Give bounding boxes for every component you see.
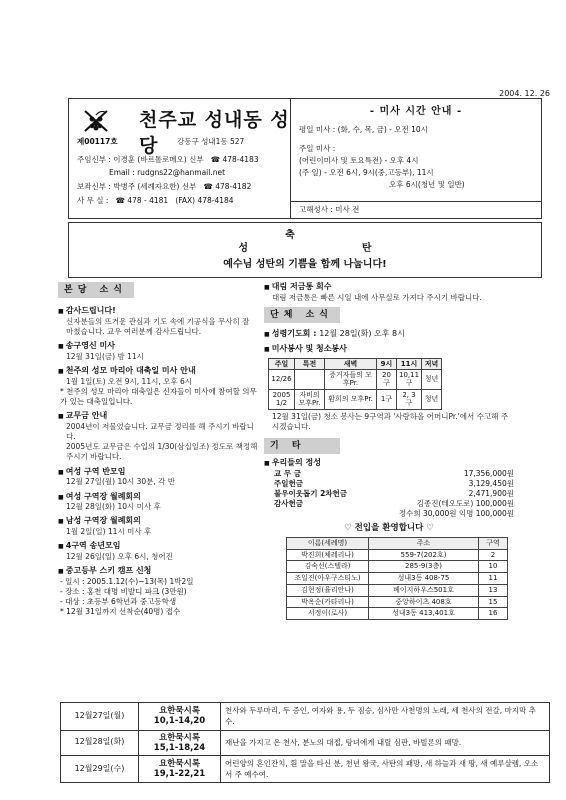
table-header: 주일 — [269, 358, 295, 369]
news-note-mary-solemnity: * 천주의 성모 마리아 대축일은 신자들이 미사에 참여할 의무가 있는 대축일입니다. — [60, 387, 257, 407]
news-title-thanks: ■ 감사드립니다! — [58, 306, 258, 317]
table-row — [269, 370, 442, 390]
reading-book: 요한묵시록 — [158, 706, 201, 717]
news-body-men-leaders: 1월 2일(일) 11시 미사 후 — [66, 527, 152, 537]
news-title-district4-party: ■ 4구역 송년모임 — [58, 541, 258, 552]
table-header: 11시 — [397, 358, 422, 369]
table-header: 구역 — [479, 537, 508, 549]
news-title-women-meeting: ■ 여성 구역 반모임 — [58, 467, 258, 478]
news-body-thanks: 신자분들의 뜨거운 관심과 기도 속에 기공식을 무사히 잘 마쳤습니다. 교우 여러분께 감사드립니다. — [66, 316, 250, 337]
offering-row-tithe — [264, 469, 514, 479]
table-cell: 베이지하우스501호 — [369, 584, 479, 596]
table-cell: 1구 — [377, 389, 397, 409]
table-row — [287, 584, 508, 596]
table-header-row — [269, 358, 442, 369]
table-cell: 자비의 모후Pr. — [295, 389, 325, 409]
table-cell: 조일진(아우구스티노) — [287, 573, 369, 585]
table-cell: 2, 3구 — [397, 389, 422, 409]
grape-cross-logo-icon — [81, 107, 111, 135]
news-title-women-leaders: ■ 여성 구역장 월례회의 — [58, 492, 258, 503]
table-cell: 환희의 모후Pr. — [325, 389, 377, 409]
confession-info: 고해성사 : 미사 전 — [291, 201, 541, 218]
ski-camp-place: - 장소 : 홍천 대명 비발디 파크 (3만원) — [60, 587, 187, 597]
issue-number: 제00117호 — [77, 137, 118, 146]
reading-ref — [139, 703, 221, 731]
pastor-tel: ☎ 478-4183 — [210, 155, 259, 164]
sunday-mass-2: 오후 6시(청년 및 일반) — [389, 180, 465, 189]
table-header: 이름(세례명) — [287, 537, 369, 549]
table-cell — [295, 370, 325, 390]
offering-row-sunday — [264, 479, 514, 489]
table-cell: 성내3동 413,401호 — [369, 608, 479, 620]
table-row — [287, 596, 508, 608]
news-title-advent-bank: ■ 대림 저금통 회수 — [264, 282, 514, 293]
service-schedule-table — [268, 358, 442, 410]
reading-chapters: 19,1-22,21 — [153, 769, 206, 780]
welcome-title: ♡ 전입을 환영합니다 ♡ — [344, 523, 434, 534]
banner-word-2: 탄 — [361, 243, 372, 254]
table-cell: 중앙하이츠 408호 — [369, 596, 479, 608]
table-cell: 16 — [479, 608, 508, 620]
reading-ref — [139, 730, 221, 755]
banner-word-1: 성 — [238, 243, 249, 254]
masthead — [68, 98, 542, 219]
table-cell: 청년 — [422, 389, 442, 409]
table-cell: 12/26 — [269, 370, 295, 390]
parish-address: 강동구 성내1동 527 — [177, 137, 245, 146]
email-row[interactable]: Email : rudgns22@hanmail.net — [109, 168, 226, 177]
offering-row-charity — [264, 489, 514, 499]
issue-date: 2004. 12. 26 — [499, 89, 550, 98]
reading-date: 12월29일(수) — [61, 755, 139, 783]
reading-summary: 재난을 가지고 온 천사, 분노의 대접, 탕녀에게 내릴 심판, 바빌론의 패망. — [221, 730, 550, 755]
table-row — [61, 755, 550, 783]
section-header-groups: 단체 소식 — [264, 307, 340, 323]
table-row — [287, 561, 508, 573]
table-cell: 15 — [479, 596, 508, 608]
cleaning-note: 12월 31일(금) 청소 봉사는 9구역과 '사랑하올 어머니Pr.'에서 수고해 주시겠습니다. — [272, 411, 508, 431]
welcome-table — [286, 537, 508, 620]
offering-extra: 정수희 30,000원 익명 100,000원 — [398, 509, 514, 519]
table-cell: 2 — [479, 549, 508, 561]
prayer-meeting-time: 12월 28일(화) 오후 8시 — [319, 329, 405, 339]
news-body-women-leaders: 12월 28일(화) 10시 미사 후 — [66, 502, 161, 512]
table-cell: 559-7(202호) — [369, 549, 479, 561]
weekday-mass: 평일 미사 : (화, 수, 목, 금) - 오전 10시 — [299, 125, 428, 134]
offering-label: 불우이웃돕기 2차헌금 — [274, 489, 348, 499]
table-cell: 13 — [479, 584, 508, 596]
reading-book: 요한묵시록 — [158, 758, 201, 769]
news-title-mary-solemnity: ■ 천주의 성모 마리아 대축일 미사 안내 — [58, 366, 258, 377]
office-row — [77, 196, 234, 206]
reading-summary: 어린양의 혼인잔치, 흰 말을 타신 분, 천년 왕국, 사탄의 패망, 새 하늘과 새 땅, 새 예루살렘, 오소서 주 예수여. — [221, 755, 550, 783]
ski-camp-deadline: * 12월 31일까지 선착순(40명) 접수 — [60, 607, 181, 617]
news-body-women-meeting: 12월 27일(월) 10시 30분, 각 반 — [66, 477, 176, 487]
office-label: 사 무 실 : — [77, 196, 109, 205]
ski-camp-date: - 일시 : 2005.1.12(수)~13(목) 1박2일 — [60, 577, 194, 587]
parish-name: 천주교 성내동 성당 — [139, 109, 290, 157]
group-news-column — [264, 282, 514, 620]
news-body-district4-party: 12월 26일(일) 오후 6시, 청어진 — [66, 552, 173, 562]
table-cell: 성내3동 408-75 — [369, 573, 479, 585]
table-row — [269, 389, 442, 409]
table-row — [287, 608, 508, 620]
offering-value: 3,129,450원 — [468, 478, 514, 488]
banner-line-1: 축 — [285, 230, 325, 241]
assistant-name: 보좌신부 : 박병주 (세례자요한) 신부 — [77, 182, 197, 191]
table-cell: 2005 1/2 — [269, 389, 295, 409]
table-header: 9시 — [377, 358, 397, 369]
table-cell: 김숙선(스텔라) — [287, 561, 369, 573]
news-title-men-leaders: ■ 남성 구역장 월례회의 — [58, 516, 258, 527]
christmas-banner — [68, 222, 542, 278]
pastor-name: 주임신부 : 이경훈 (바르톨로메오) 신부 — [77, 155, 204, 164]
news-title-newyear-mass: ■ 송구영신 미사 — [58, 341, 258, 352]
banner-message: 예수님 성탄의 기쁨을 함께 나눕니다! — [223, 259, 387, 270]
reading-summary: 천사와 두루마리, 두 증인, 여자와 용, 두 짐승, 심사만 사천명의 노래, 세 천사의 전갈, 마지막 추수. — [221, 703, 550, 731]
table-header: 주소 — [369, 537, 479, 549]
table-row — [61, 730, 550, 755]
table-cell: 박옥순(카타리나) — [287, 596, 369, 608]
offering-row-extra — [264, 509, 514, 519]
offering-label: 주일헌금 — [274, 478, 303, 488]
sunday-mass-label: 주일 미사 : — [299, 144, 336, 153]
news-title-tithe: ■ 교무금 안내 — [58, 411, 258, 422]
table-cell: 서정이(로사) — [287, 608, 369, 620]
banner-line-2 — [69, 242, 541, 256]
news-body-tithe-1: 2004년이 저물었습니다. 교무금 정리를 해 주시기 바랍니다. — [66, 422, 254, 442]
table-cell: 증거자들의 모후Pr. — [325, 370, 377, 390]
table-cell: 11 — [479, 573, 508, 585]
table-cell: 김현정(율리안나) — [287, 584, 369, 596]
table-cell: 청년 — [422, 370, 442, 390]
reading-ref — [139, 755, 221, 783]
bible-reading-table — [60, 702, 550, 783]
sunday-mass-1: (주 일) - 오전 6시, 9시(중,고등부), 11시 — [299, 168, 434, 177]
offering-value: 17,356,000원 — [463, 468, 514, 478]
news-title-ski-camp: ■ 중고등부 스키 캠프 신청 — [58, 566, 258, 577]
assistant-tel: ☎ 478-4182 — [203, 182, 252, 191]
table-row — [61, 703, 550, 731]
reading-book: 요한묵시록 — [158, 732, 201, 743]
table-header: 새벽 — [325, 358, 377, 369]
reading-chapters: 10,1-14,20 — [153, 716, 206, 727]
reading-date: 12월27일(월) — [61, 703, 139, 731]
reading-date: 12월28일(화) — [61, 730, 139, 755]
mass-schedule — [291, 99, 541, 218]
table-cell: 10,11구 — [397, 370, 422, 390]
news-body-newyear-mass: 12월 31일(금) 밤 11시 — [66, 351, 144, 361]
offering-label: 교 무 금 — [274, 468, 301, 478]
section-header-etc: 기 타 — [264, 438, 340, 454]
saturday-mass: (어린이미사 및 토요특전) - 오후 4시 — [299, 156, 419, 165]
mass-title: - 미사 시간 안내 - — [369, 106, 463, 117]
table-cell: 20구 — [377, 370, 397, 390]
parish-news-column — [58, 282, 258, 618]
table-cell: 박진희(체레리나) — [287, 549, 369, 561]
offering-title: ■ 우리들의 정성 — [264, 458, 514, 469]
pastor-row — [77, 155, 259, 165]
table-row — [287, 549, 508, 561]
offering-value: 김종진(테오도로) 100,000원 — [416, 499, 514, 509]
prayer-meeting-title: 성령기도회 : — [271, 329, 317, 339]
news-body-tithe-2: 2005년도 교무금은 수입의 1/30(삼십일조) 정도로 책정해 주시기 바랍니다. — [66, 442, 258, 462]
service-title: ■ 미사봉사 및 청소봉사 — [264, 344, 514, 355]
reading-chapters: 15,1-18,24 — [153, 742, 206, 753]
offering-row-thanks — [264, 499, 514, 509]
offering-label: 감사헌금 — [274, 499, 303, 509]
prayer-meeting-row — [264, 329, 514, 340]
assistant-row — [77, 182, 251, 192]
office-tel: ☎ 478 - 4181 — [115, 196, 169, 205]
section-header-parish-news: 본당 소식 — [58, 282, 134, 298]
news-body-advent-bank: 대림 저금통은 빠른 시일 내에 사무실로 가져다 주시기 바랍니다. — [272, 292, 482, 302]
table-header-row — [287, 537, 508, 549]
news-body-mary-solemnity: 1월 1일(토) 오전 9시, 11시, 오후 6시 — [66, 376, 193, 386]
table-row — [287, 573, 508, 585]
table-header: 저녁 — [422, 358, 442, 369]
office-fax: (FAX) 478-4184 — [175, 196, 234, 205]
ski-camp-target: - 대상 : 초등부 6학년과 중고등학생 — [60, 597, 177, 607]
offering-value: 2,471,900원 — [468, 489, 514, 499]
table-cell: 285-9(3층) — [369, 561, 479, 573]
parish-info — [69, 99, 291, 218]
table-cell: 10 — [479, 561, 508, 573]
table-header: 특전 — [295, 358, 325, 369]
